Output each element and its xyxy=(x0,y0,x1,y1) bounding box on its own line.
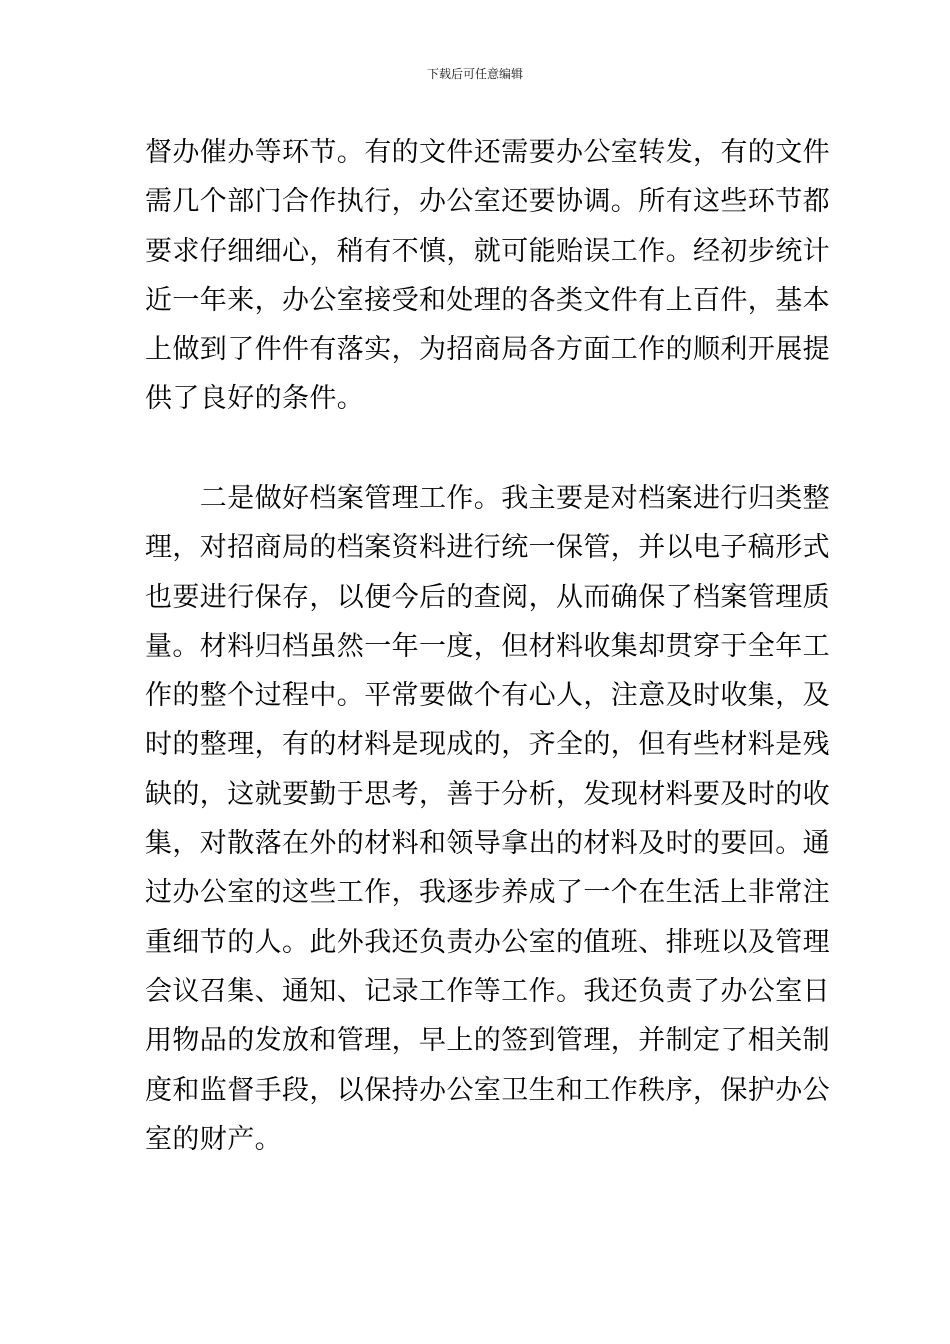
paragraph-line: 室的财产。 xyxy=(145,1123,282,1155)
paragraph-line: 作的整个过程中。平常要做个有心人，注意及时收集，及 xyxy=(145,680,830,712)
paragraph-line: 用物品的发放和管理，早上的签到管理，并制定了相关制 xyxy=(145,1025,830,1057)
paragraph-line: 需几个部门合作执行，办公室还要协调。所有这些环节都 xyxy=(145,186,830,218)
paragraph-line: 上做到了件件有落实，为招商局各方面工作的顺利开展提 xyxy=(145,334,830,366)
paragraph-line: 时的整理，有的材料是现成的，齐全的，但有些材料是残 xyxy=(145,729,830,761)
paragraph-line: 重细节的人。此外我还负责办公室的值班、排班以及管理 xyxy=(145,926,830,958)
paragraph-line: 度和监督手段，以保持办公室卫生和工作秩序，保护办公 xyxy=(145,1074,830,1106)
paragraph-line: 过办公室的这些工作，我逐步养成了一个在生活上非常注 xyxy=(145,877,830,909)
paragraph-line: 量。材料归档虽然一年一度，但材料收集却贯穿于全年工 xyxy=(145,630,830,662)
paragraph-line: 集，对散落在外的材料和领导拿出的材料及时的要回。通 xyxy=(145,828,830,860)
paragraph-line: 督办催办等环节。有的文件还需要办公室转发，有的文件 xyxy=(145,137,830,168)
paragraph-line: 近一年来，办公室接受和处理的各类文件有上百件，基本 xyxy=(145,284,830,316)
paragraph-line: 缺的，这就要勤于思考，善于分析，发现材料要及时的收 xyxy=(145,778,830,810)
paragraph-line: 会议召集、通知、记录工作等工作。我还负责了办公室日 xyxy=(145,975,830,1007)
paragraph-line: 理，对招商局的档案资料进行统一保管，并以电子稿形式 xyxy=(145,532,830,564)
page-header: 下载后可任意编辑 xyxy=(426,67,523,81)
paragraph-1 xyxy=(145,128,830,424)
paragraph-2 xyxy=(145,474,830,1164)
paragraph-line: 二是做好档案管理工作。我主要是对档案进行归类整 xyxy=(145,483,830,514)
paragraph-line: 供了良好的条件。 xyxy=(145,383,365,415)
paragraph-line: 要求仔细细心，稍有不慎，就可能贻误工作。经初步统计 xyxy=(145,235,830,267)
paragraph-line: 也要进行保存，以便今后的查阅，从而确保了档案管理质 xyxy=(145,581,830,613)
